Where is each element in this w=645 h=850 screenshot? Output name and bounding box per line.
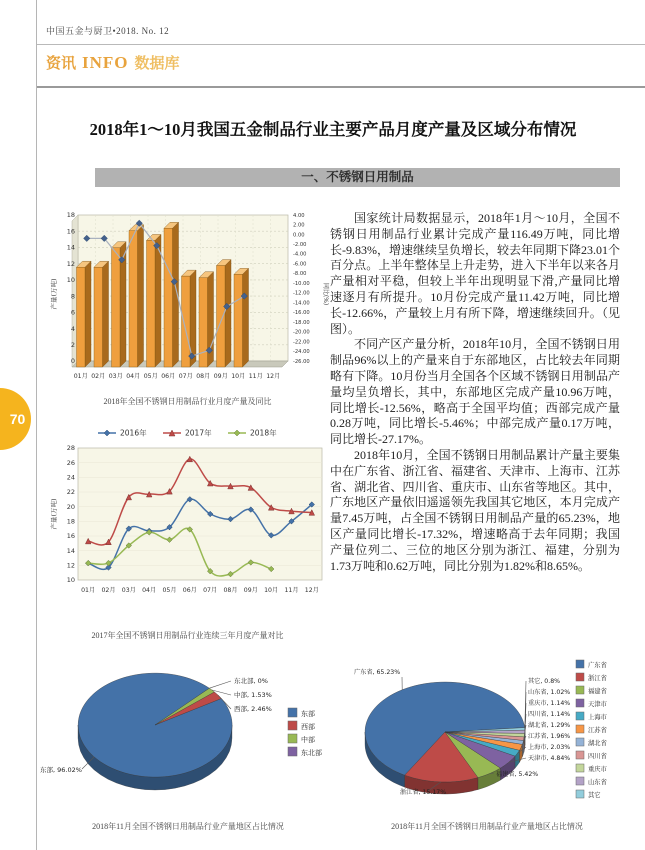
svg-text:18: 18 bbox=[66, 517, 75, 526]
svg-text:05月: 05月 bbox=[143, 373, 158, 380]
svg-text:-26.00: -26.00 bbox=[293, 358, 310, 365]
svg-text:11月: 11月 bbox=[284, 587, 299, 594]
svg-text:16: 16 bbox=[66, 227, 75, 236]
svg-text:02月: 02月 bbox=[101, 587, 116, 594]
svg-text:4.00: 4.00 bbox=[293, 212, 305, 219]
svg-text:08月: 08月 bbox=[196, 373, 211, 380]
header-divider-thick bbox=[37, 86, 645, 88]
svg-text:02月: 02月 bbox=[91, 373, 106, 380]
legend-label: 2016年 bbox=[120, 428, 147, 438]
legend-swatch bbox=[576, 790, 584, 798]
production-bar bbox=[217, 266, 226, 367]
province-share-pie-chart bbox=[338, 650, 636, 820]
line-chart-y-axis-label: 产量(万吨) bbox=[50, 498, 58, 530]
svg-text:09月: 09月 bbox=[243, 587, 258, 594]
svg-text:-16.00: -16.00 bbox=[293, 310, 310, 317]
legend-label: 湖北省 bbox=[588, 740, 607, 747]
svg-text:-20.00: -20.00 bbox=[293, 329, 310, 336]
legend-label: 广东省 bbox=[588, 662, 607, 669]
legend-label: 2017年 bbox=[185, 428, 212, 438]
header-divider-thin bbox=[37, 44, 645, 45]
svg-text:-22.00: -22.00 bbox=[293, 339, 310, 346]
bar-chart-secondary-axis-label: 同比(%) bbox=[322, 282, 329, 306]
svg-text:06月: 06月 bbox=[161, 373, 176, 380]
region-pie-caption: 2018年11月全国不锈钢日用制品行业产量地区占比情况 bbox=[92, 822, 284, 831]
legend-swatch bbox=[576, 660, 584, 668]
svg-text:12: 12 bbox=[66, 561, 75, 570]
bar-chart-caption: 2018年全国不锈钢日用制品行业月度产量及同比 bbox=[103, 397, 272, 406]
production-bar bbox=[94, 267, 103, 367]
svg-text:4: 4 bbox=[70, 324, 75, 333]
production-bar bbox=[182, 276, 191, 367]
svg-text:03月: 03月 bbox=[121, 587, 136, 594]
svg-text:-10.00: -10.00 bbox=[293, 280, 310, 287]
bar-chart-y-axis-label: 产量(万吨) bbox=[50, 278, 58, 310]
svg-text:14: 14 bbox=[66, 243, 75, 252]
page-title: 2018年1～10月我国五金制品行业主要产品月度产量及区域分布情况 bbox=[89, 120, 577, 139]
paragraph-2: 不同产区产量分析，2018年10月，全国不锈钢日用制品96%以上的产量来自于东部地区，占比较去年同期略有下降。10月份当月全国各个区域不锈钢日用制品产量均呈负增长，其中，东部地区完成产量10.96万吨，同比增长-12.56%，略高于全国平均值；西部完成产量0.28万吨，同比增长-5.46%；中部完成产量0.17万吨，同比增长-27.17%。 bbox=[330, 337, 620, 447]
svg-text:24: 24 bbox=[66, 473, 75, 482]
pie-callout-label: 上海市, 2.03% bbox=[528, 744, 571, 751]
svg-text:09月: 09月 bbox=[213, 373, 228, 380]
rubric-line bbox=[46, 52, 180, 73]
paragraph-3: 2018年10月，全国不锈钢日用制品累计产量主要集中在广东省、浙江省、福建省、天津市、上海市、江苏省、湖北省、四川省、重庆市、山东省等地区。其中，广东地区产量依旧遥遥领先我国其它地区，本月完成产量7.45万吨，占全国不锈钢日用制品产量的65.23%，地区产量同比增长-17.32%，增速略高于去年同期；我国产量位列二、三位的地区分别为浙江、福建，分别为1.73万吨和0.62万吨，同比分别为1.82%和8.65%。 bbox=[330, 447, 620, 573]
svg-text:-12.00: -12.00 bbox=[293, 290, 310, 297]
svg-text:10月: 10月 bbox=[231, 373, 246, 380]
legend-swatch bbox=[576, 764, 584, 772]
svg-text:10: 10 bbox=[66, 276, 75, 285]
legend-swatch bbox=[288, 747, 297, 756]
section-header: 一、不锈钢日用制品 bbox=[95, 168, 620, 187]
legend-swatch bbox=[288, 708, 297, 717]
legend-swatch bbox=[576, 686, 584, 694]
production-bar bbox=[164, 228, 173, 367]
svg-text:05月: 05月 bbox=[162, 587, 177, 594]
pie-callout-label: 西部, 2.46% bbox=[234, 705, 272, 713]
legend-swatch bbox=[576, 751, 584, 759]
line-chart-caption: 2017年全国不锈钢日用制品行业连续三年月度产量对比 bbox=[91, 631, 284, 640]
svg-text:01月: 01月 bbox=[73, 373, 88, 380]
legend-label: 浙江省 bbox=[588, 675, 607, 682]
pie-callout-label: 浙江省, 15.17% bbox=[400, 789, 447, 796]
legend-swatch bbox=[288, 721, 297, 730]
svg-text:04月: 04月 bbox=[142, 587, 157, 594]
rubric-right: 数据库 bbox=[134, 56, 180, 72]
legend-swatch bbox=[576, 725, 584, 733]
pie-callout-label: 东北部, 0% bbox=[234, 677, 268, 685]
legend-swatch bbox=[576, 712, 584, 720]
svg-text:11月: 11月 bbox=[248, 373, 263, 380]
svg-text:12月: 12月 bbox=[304, 587, 319, 594]
legend-label: 江苏省 bbox=[588, 727, 607, 734]
pie-callout-label: 山东省, 1.02% bbox=[528, 689, 571, 696]
svg-text:14: 14 bbox=[66, 546, 75, 555]
region-share-pie-chart bbox=[38, 650, 338, 820]
rubric-left: 资讯 bbox=[46, 56, 77, 72]
legend-label: 其它 bbox=[588, 792, 601, 799]
legend-swatch bbox=[576, 738, 584, 746]
legend-label: 2018年 bbox=[250, 428, 277, 438]
production-bar bbox=[77, 267, 86, 367]
svg-text:-4.00: -4.00 bbox=[293, 251, 307, 258]
province-pie-caption: 2018年11月全国不锈钢日用制品行业产量地区占比情况 bbox=[391, 822, 583, 831]
pie-callout-label: 东部, 96.02% bbox=[40, 766, 82, 774]
svg-text:8: 8 bbox=[70, 292, 75, 301]
pie-callout-label: 天津市, 4.84% bbox=[528, 755, 571, 762]
journal-title: 中国五金与厨卫•2018. No. 12 bbox=[46, 26, 170, 36]
production-bar bbox=[234, 274, 243, 367]
legend-label: 中部 bbox=[301, 736, 315, 744]
three-year-comparison-line-chart bbox=[48, 424, 330, 622]
pie-callout-label: 湖北省, 1.29% bbox=[528, 722, 571, 729]
legend-swatch bbox=[576, 699, 584, 707]
legend-label: 西部 bbox=[301, 723, 315, 731]
page-number-badge: 70 bbox=[0, 388, 31, 450]
pie-callout-label: 其它, 0.8% bbox=[528, 678, 561, 685]
svg-text:04月: 04月 bbox=[126, 373, 141, 380]
left-margin-rule bbox=[36, 0, 37, 850]
pie-callout-label: 广东省, 65.23% bbox=[354, 669, 401, 676]
svg-text:07月: 07月 bbox=[203, 587, 218, 594]
legend-swatch bbox=[576, 673, 584, 681]
svg-text:-2.00: -2.00 bbox=[293, 242, 307, 248]
legend-label: 四川省 bbox=[588, 753, 607, 760]
pie-callout-label: 江苏省, 1.96% bbox=[528, 733, 571, 740]
svg-text:18: 18 bbox=[66, 211, 75, 220]
svg-text:08月: 08月 bbox=[223, 587, 238, 594]
legend-label: 东部 bbox=[301, 710, 315, 718]
svg-text:06月: 06月 bbox=[182, 587, 197, 594]
legend-label: 东北部 bbox=[301, 749, 322, 757]
svg-text:6: 6 bbox=[70, 308, 75, 317]
article-text-column bbox=[330, 211, 620, 574]
svg-text:2: 2 bbox=[70, 340, 75, 349]
svg-text:22: 22 bbox=[66, 488, 75, 497]
svg-text:0.00: 0.00 bbox=[293, 232, 305, 239]
svg-text:0: 0 bbox=[70, 357, 75, 366]
production-bar bbox=[147, 240, 156, 367]
svg-text:-14.00: -14.00 bbox=[293, 300, 310, 307]
production-bar bbox=[112, 248, 121, 367]
svg-text:12: 12 bbox=[66, 259, 75, 268]
production-bar bbox=[129, 231, 138, 367]
svg-text:-8.00: -8.00 bbox=[293, 271, 307, 278]
legend-swatch bbox=[288, 734, 297, 743]
svg-text:20: 20 bbox=[66, 502, 75, 511]
paragraph-1: 国家统计局数据显示，2018年1月～10月，全国不锈钢日用制品行业累计完成产量116.49万吨，同比增长-9.83%，增速继续呈负增长，较去年同期下降23.01个百分点。上半年整体呈上升走势，进入下半年以来各月产量相对平稳，但较上半年出现明显下滑,产量同比增速逐月有所提升。10月份完成产量11.42万吨，同比增长-12.66%，产量较上月有所下降，增速继续回升。（见图）。 bbox=[330, 211, 620, 336]
legend-swatch bbox=[576, 777, 584, 785]
legend-label: 山东省 bbox=[588, 779, 607, 786]
pie-callout-label: 重庆市, 1.14% bbox=[528, 700, 571, 707]
svg-text:01月: 01月 bbox=[81, 587, 96, 594]
svg-text:28: 28 bbox=[66, 444, 75, 453]
svg-text:-18.00: -18.00 bbox=[293, 319, 310, 326]
svg-text:10月: 10月 bbox=[264, 587, 279, 594]
legend-label: 天津市 bbox=[588, 701, 607, 708]
svg-text:07月: 07月 bbox=[178, 373, 193, 380]
pie-callout-label: 福建省, 5.42% bbox=[496, 771, 539, 778]
svg-text:-6.00: -6.00 bbox=[293, 261, 307, 268]
rubric-info: INFO bbox=[82, 53, 129, 72]
monthly-production-bar-chart bbox=[48, 209, 330, 397]
legend-label: 福建省 bbox=[588, 688, 607, 695]
svg-text:2.00: 2.00 bbox=[293, 222, 305, 229]
svg-text:03月: 03月 bbox=[108, 373, 123, 380]
legend-label: 上海市 bbox=[588, 714, 607, 721]
svg-text:12月: 12月 bbox=[266, 373, 281, 380]
svg-text:26: 26 bbox=[66, 458, 75, 467]
pie-callout-label: 中部, 1.53% bbox=[234, 691, 272, 699]
pie-callout-label: 四川省, 1.14% bbox=[528, 711, 571, 718]
legend-label: 重庆市 bbox=[588, 766, 607, 773]
svg-text:16: 16 bbox=[66, 532, 75, 541]
svg-text:10: 10 bbox=[66, 576, 75, 585]
svg-text:-24.00: -24.00 bbox=[293, 349, 310, 356]
